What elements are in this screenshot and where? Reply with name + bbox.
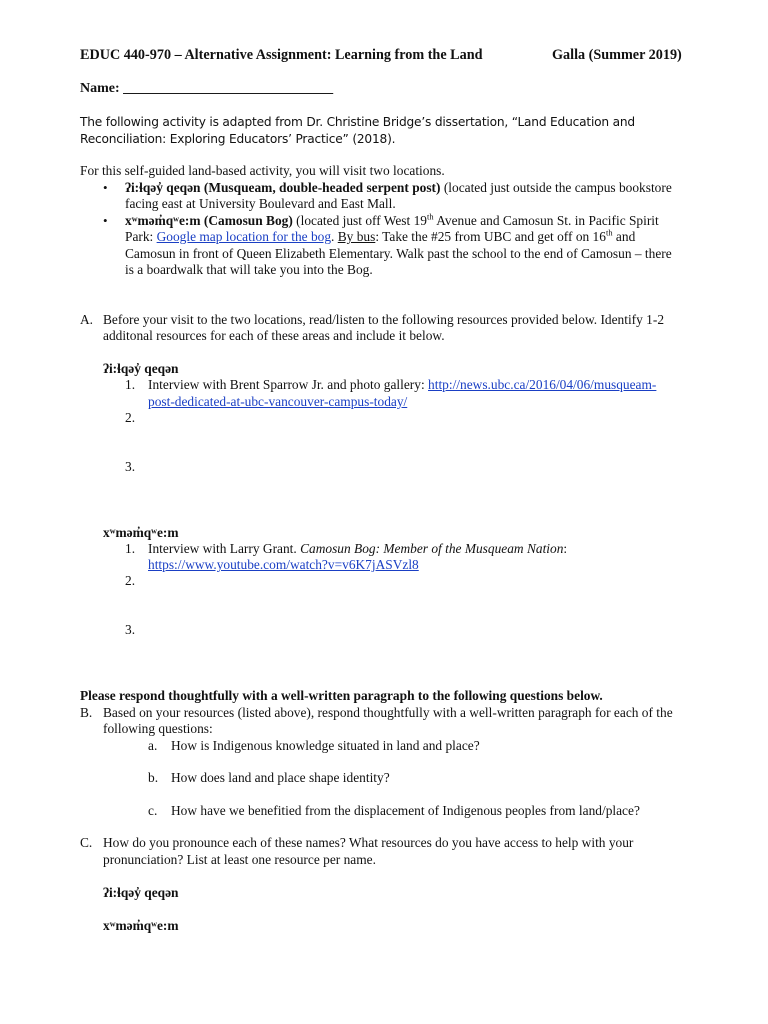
section-c-letter: C. — [80, 835, 93, 850]
location-2-line-4: is a boardwalk that will take you into the Bog. — [125, 262, 373, 277]
instructor-term: Galla (Summer 2019) — [552, 47, 682, 63]
and-text: and — [612, 229, 636, 244]
question-c: How have we benefitied from the displacement of Indigenous peoples from land/place? — [171, 803, 640, 818]
group-2-item-1-colon: : — [563, 541, 568, 556]
question-b: How does land and place shape identity? — [171, 770, 390, 785]
group-2-item-3-number: 3. — [125, 622, 136, 637]
period-text: . — [331, 229, 338, 244]
ordinal-th-1: th — [426, 211, 434, 222]
location-1-desc-bold: (Musqueam, double-headed serpent post) — [203, 180, 441, 195]
park-text: Park: — [125, 229, 157, 244]
by-bus-label: By bus — [337, 229, 376, 244]
bullet-2: • — [103, 213, 108, 228]
group-1-item-1-link-continued[interactable] — [148, 394, 407, 410]
location-1-name: ʔi:ɬqəy̓ qeqən — [125, 180, 201, 195]
section-c-line-1: How do you pronounce each of these names? What resources do you have access to help with your — [103, 835, 634, 850]
respond-heading: Please respond thoughtfully with a well-written paragraph to the following questions below. — [80, 688, 603, 703]
location-1-desc-rest: (located just outside the campus bookstore — [440, 180, 672, 195]
section-b-letter: B. — [80, 705, 93, 720]
ordinal-th-2: th — [605, 227, 613, 238]
intro-line-2: Reconciliation: Exploring Educators’ Practice” (2018). — [80, 132, 396, 146]
section-a-letter: A. — [80, 312, 94, 327]
group-2-item-1-text: Interview with Larry Grant. — [148, 541, 301, 556]
group-2-item-2-number: 2. — [125, 573, 136, 588]
group-1-heading: ʔi:ɬqəy̓ qeqən — [103, 361, 179, 376]
section-c-line-2: pronunciation? List at least one resource per name. — [103, 852, 376, 867]
question-c-label: c. — [148, 803, 158, 818]
location-1-line-1 — [125, 180, 672, 196]
course-title: EDUC 440-970 – Alternative Assignment: Learning from the Land — [80, 47, 483, 63]
group-1-item-1-text: Interview with Brent Sparrow Jr. and photo gallery: — [148, 377, 429, 392]
location-2-name: xʷməm̓qʷe:m — [125, 213, 201, 228]
location-2-text-b: Avenue and Camosun St. in Pacific Spirit — [433, 213, 659, 228]
google-map-link[interactable]: Google map location for the bog — [156, 229, 332, 244]
intro-line-1: The following activity is adapted from Dr. Christine Bridge’s dissertation, “Land Education and — [80, 115, 635, 129]
name-1-heading: ʔi:ɬqəy̓ qeqən — [103, 885, 179, 900]
location-2-line-1 — [125, 213, 659, 229]
group-1-item-2-number: 2. — [125, 410, 136, 425]
section-b-line-1: Based on your resources (listed above), respond thoughtfully with a well-written paragraph for each of the — [103, 705, 673, 720]
section-a-line-1: Before your visit to the two locations, read/listen to the following resources provided below. Identify 1-2 — [103, 312, 665, 327]
bullet-1: • — [103, 180, 108, 195]
location-1-line-2: facing east at University Boulevard and East Mall. — [125, 196, 396, 211]
activity-lead: For this self-guided land-based activity, you will visit two locations. — [80, 163, 445, 178]
name-field[interactable] — [80, 81, 333, 97]
bus-directions-text: : Take the #25 from UBC and get off on 16 — [375, 229, 606, 244]
group-1-item-3-number: 3. — [125, 459, 136, 474]
section-b-line-2: following questions: — [103, 721, 213, 736]
location-2-line-2 — [125, 229, 635, 245]
question-a-label: a. — [148, 738, 158, 753]
group-2-item-1-number: 1. — [125, 541, 136, 556]
group-2-item-1-link-row[interactable] — [148, 557, 419, 573]
group-2-heading: xʷməm̓qʷe:m — [103, 525, 179, 540]
ubc-news-link-continued[interactable]: post-dedicated-at-ubc-vancouver-campus-today/ — [148, 394, 408, 409]
section-a-line-2: additonal resources for each of these areas and include it below. — [103, 328, 445, 343]
name-2-heading: xʷməm̓qʷe:m — [103, 918, 179, 933]
question-b-label: b. — [148, 770, 159, 785]
location-2-line-3: Camosun in front of Queen Elizabeth Elementary. Walk past the school to the end of Camosun – there — [125, 246, 672, 261]
location-2-text-a: (located just off West 19 — [292, 213, 427, 228]
group-2-item-1-title: Camosun Bog: Member of the Musqueam Nation — [300, 541, 564, 556]
location-2-desc-bold: (Camosun Bog) — [203, 213, 293, 228]
youtube-link[interactable]: https://www.youtube.com/watch?v=v6K7jASVzl8 — [148, 557, 419, 572]
ubc-news-link[interactable]: http://news.ubc.ca/2016/04/06/musqueam- — [428, 377, 657, 392]
group-1-item-1 — [148, 377, 656, 393]
group-1-item-1-number: 1. — [125, 377, 136, 392]
group-2-item-1 — [148, 541, 567, 557]
name-label: Name: — [80, 81, 120, 96]
question-a: How is Indigenous knowledge situated in land and place? — [171, 738, 480, 753]
name-blank: ______________________________ — [123, 81, 334, 96]
